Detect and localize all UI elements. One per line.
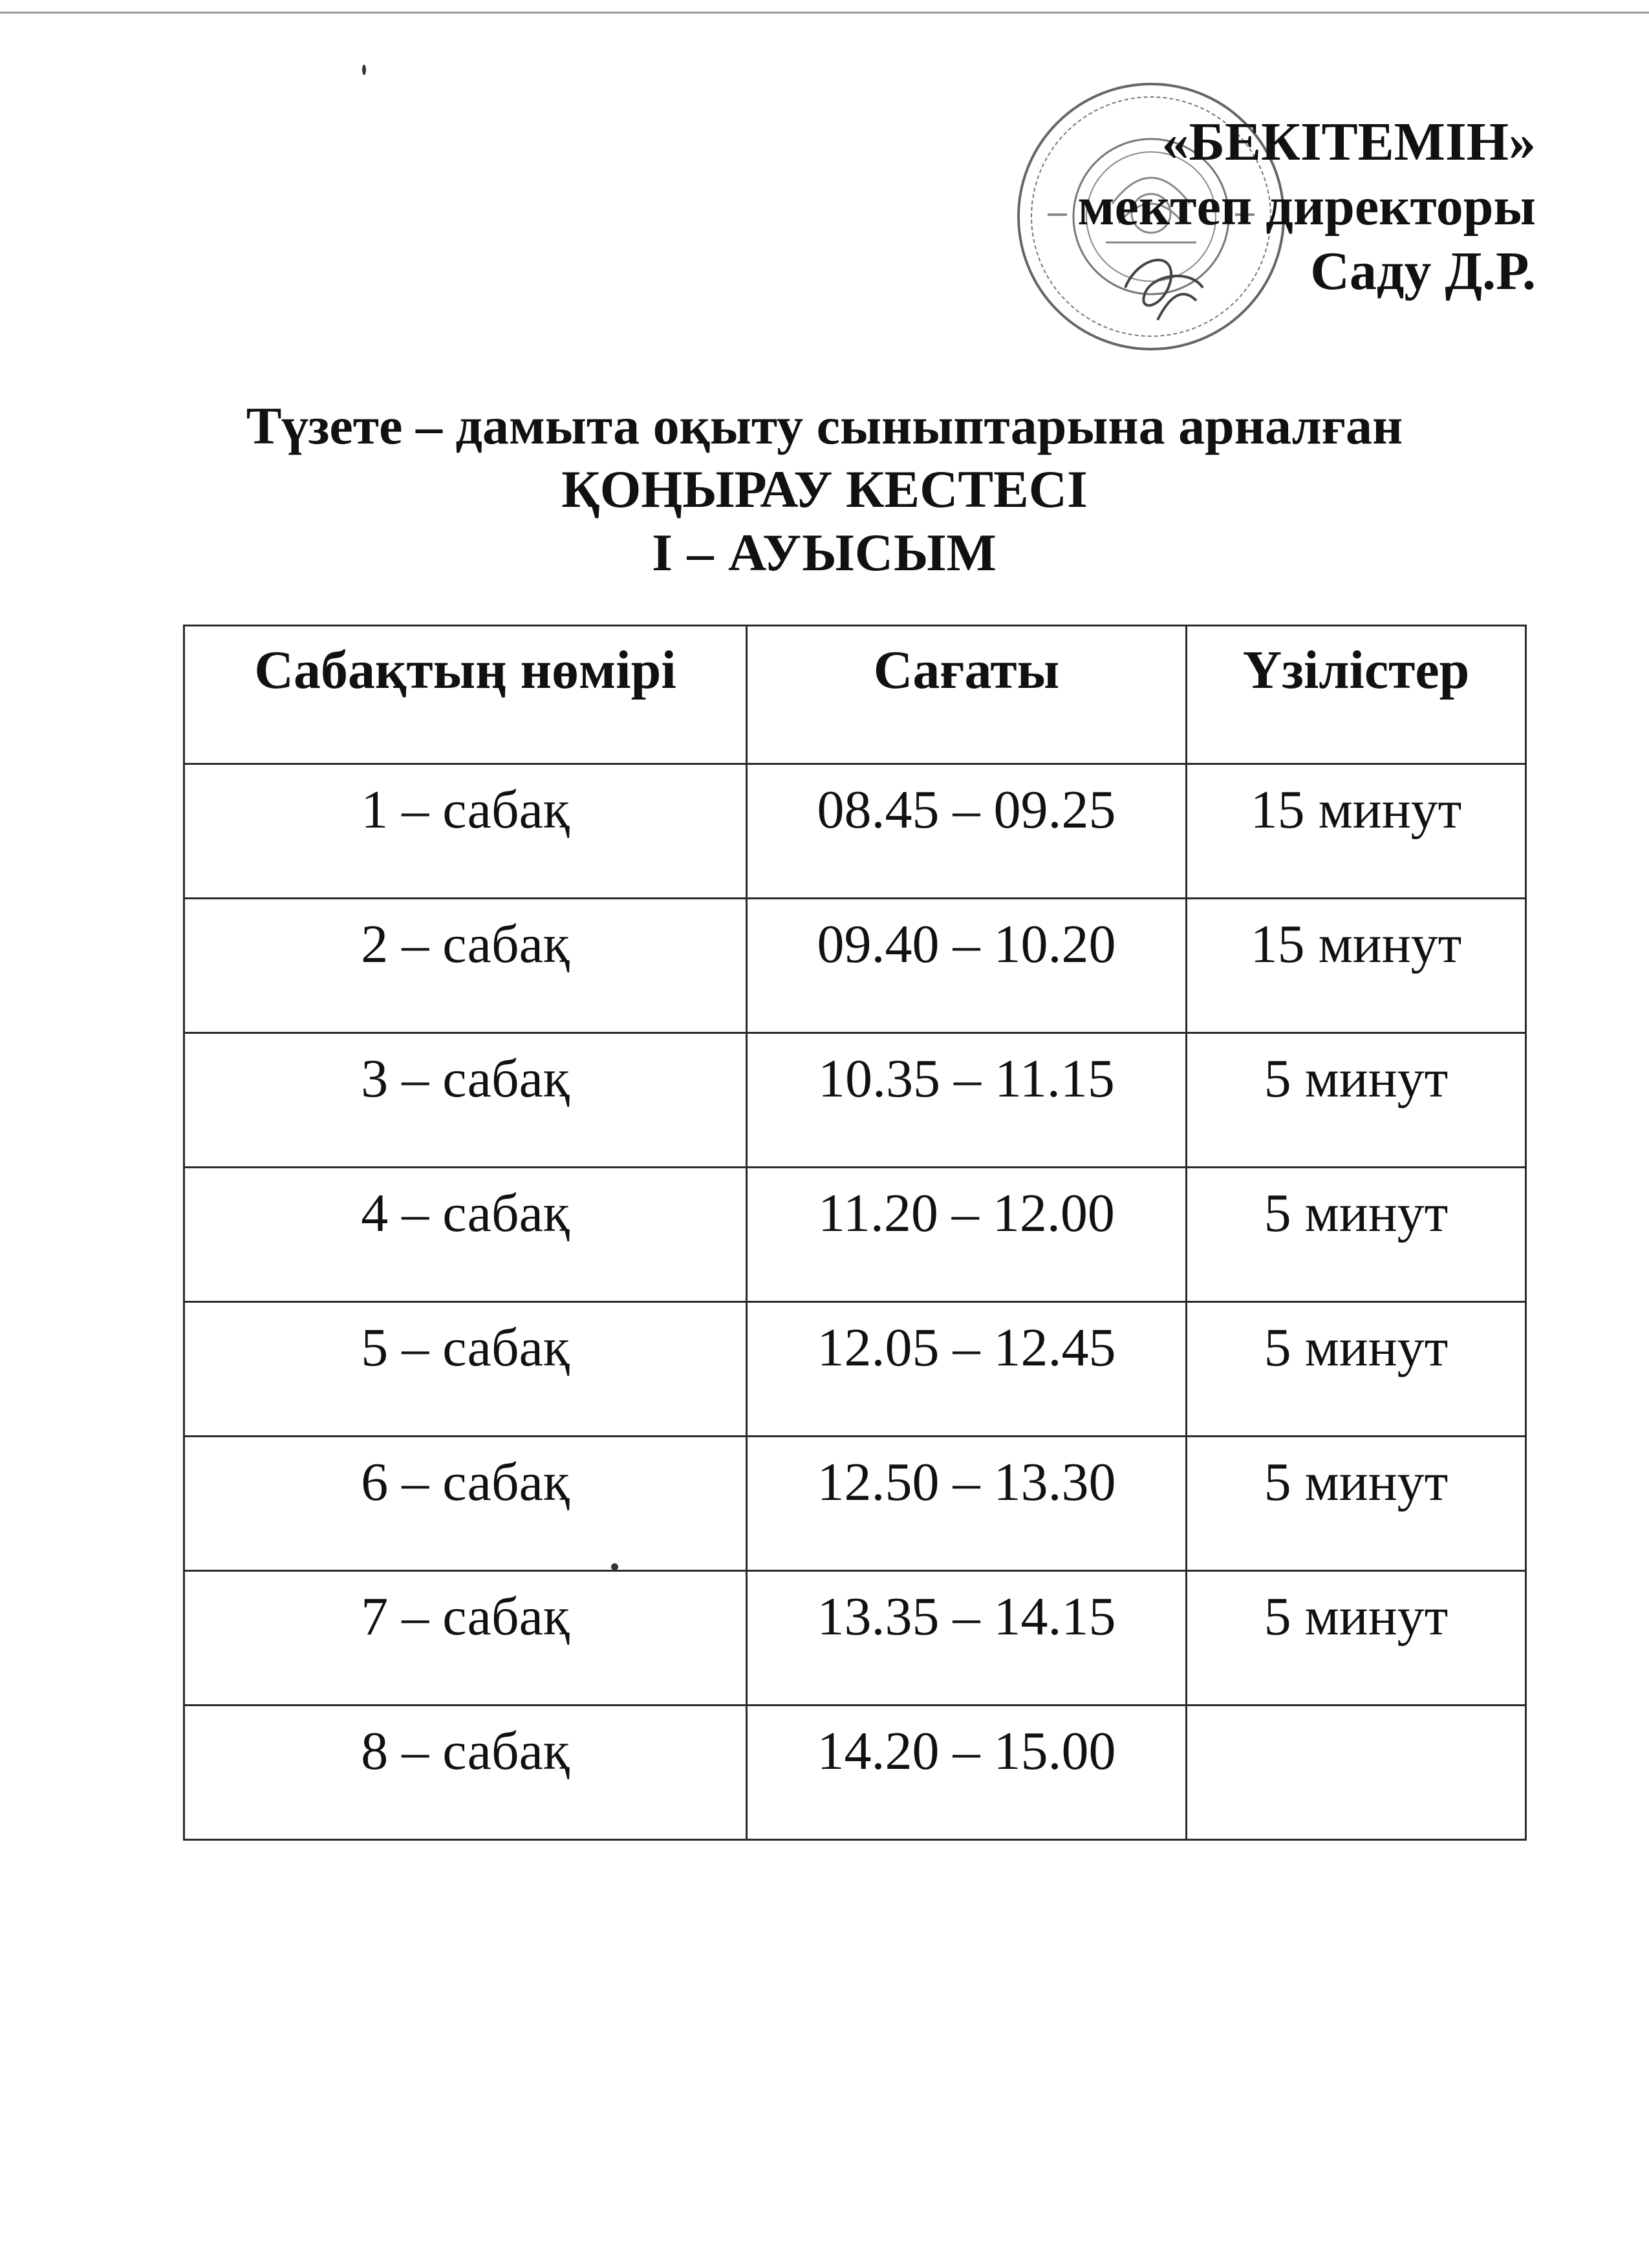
time-cell: 09.40 – 10.20 bbox=[747, 899, 1187, 1033]
table-row bbox=[184, 1033, 1526, 1168]
table-row bbox=[184, 1302, 1526, 1437]
scan-edge-line bbox=[0, 12, 1649, 14]
lesson-cell: 1 – сабақ bbox=[184, 764, 747, 899]
time-cell: 12.05 – 12.45 bbox=[747, 1302, 1187, 1437]
break-cell: 5 минут bbox=[1187, 1168, 1526, 1302]
title-line-1: Түзете – дамыта оқыту сыныптарына арналған bbox=[246, 396, 1403, 455]
time-cell: 12.50 – 13.30 bbox=[747, 1437, 1187, 1571]
header-lesson-number: Сабақтың нөмірі bbox=[184, 626, 747, 764]
time-cell: 13.35 – 14.15 bbox=[747, 1571, 1187, 1706]
break-cell: 5 минут bbox=[1187, 1033, 1526, 1168]
break-cell: 5 минут bbox=[1187, 1302, 1526, 1437]
table-row bbox=[184, 1706, 1526, 1840]
header-breaks: Үзілістер bbox=[1187, 626, 1526, 764]
break-cell: 5 минут bbox=[1187, 1571, 1526, 1706]
break-cell: 15 минут bbox=[1187, 899, 1526, 1033]
approval-heading: «БЕКІТЕМІН» bbox=[1161, 112, 1536, 172]
lesson-cell: 3 – сабақ bbox=[184, 1033, 747, 1168]
break-cell: 15 минут bbox=[1187, 764, 1526, 899]
title-line-3: І – АУЫСЫМ bbox=[652, 523, 997, 582]
scan-speck bbox=[362, 65, 366, 75]
lesson-cell: 8 – сабақ bbox=[184, 1706, 747, 1840]
approval-name: Саду Д.Р. bbox=[1310, 241, 1536, 301]
lesson-cell: 5 – сабақ bbox=[184, 1302, 747, 1437]
header-time: Сағаты bbox=[747, 626, 1187, 764]
lesson-cell: 2 – сабақ bbox=[184, 899, 747, 1033]
approval-position: мектеп директоры bbox=[1077, 177, 1536, 237]
time-cell: 14.20 – 15.00 bbox=[747, 1706, 1187, 1840]
time-cell: 10.35 – 11.15 bbox=[747, 1033, 1187, 1168]
time-cell: 11.20 – 12.00 bbox=[747, 1168, 1187, 1302]
bell-schedule-table bbox=[183, 625, 1527, 1841]
lesson-cell: 7 – сабақ bbox=[184, 1571, 747, 1706]
break-cell: 5 минут bbox=[1187, 1437, 1526, 1571]
table-row bbox=[184, 899, 1526, 1033]
table-header-row bbox=[184, 626, 1526, 764]
break-cell bbox=[1187, 1706, 1526, 1840]
table-row bbox=[184, 764, 1526, 899]
approval-block bbox=[1077, 110, 1536, 304]
title-line-2: ҚОҢЫРАУ КЕСТЕСІ bbox=[561, 460, 1088, 519]
lesson-cell: 6 – сабақ bbox=[184, 1437, 747, 1571]
table-row bbox=[184, 1168, 1526, 1302]
lesson-cell: 4 – сабақ bbox=[184, 1168, 747, 1302]
document-title bbox=[0, 394, 1649, 584]
table-row bbox=[184, 1437, 1526, 1571]
table-row bbox=[184, 1571, 1526, 1706]
time-cell: 08.45 – 09.25 bbox=[747, 764, 1187, 899]
